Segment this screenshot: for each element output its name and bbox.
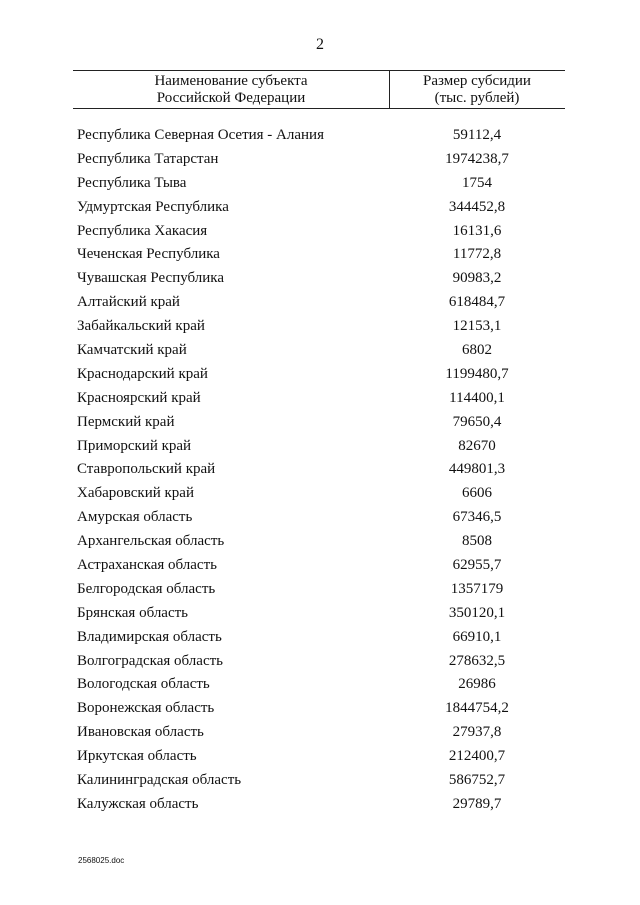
table-row bbox=[77, 315, 565, 339]
table-row bbox=[77, 769, 565, 793]
table-row bbox=[77, 650, 565, 674]
region-name: Амурская область bbox=[77, 509, 193, 526]
subsidy-value: 114400,1 bbox=[449, 389, 505, 406]
subsidy-value: 26986 bbox=[458, 676, 496, 693]
page-number: 2 bbox=[316, 36, 324, 53]
region-name: Чеченская Республика bbox=[77, 246, 220, 263]
subsidy-value: 16131,6 bbox=[452, 222, 502, 239]
subsidy-value: 90983,2 bbox=[452, 270, 502, 287]
table-row bbox=[77, 387, 565, 411]
subsidy-table-body bbox=[77, 124, 565, 817]
table-row bbox=[77, 602, 565, 626]
region-name: Красноярский край bbox=[77, 389, 201, 406]
table-row bbox=[77, 220, 565, 244]
region-name: Республика Хакасия bbox=[77, 222, 208, 239]
region-name: Ставропольский край bbox=[77, 461, 216, 478]
subsidy-value: 8508 bbox=[462, 533, 492, 550]
region-name: Краснодарский край bbox=[77, 365, 208, 382]
subsidy-value: 82670 bbox=[458, 437, 496, 454]
subsidy-value: 29789,7 bbox=[452, 795, 502, 812]
table-row bbox=[77, 458, 565, 482]
subsidy-value: 350120,1 bbox=[448, 604, 506, 621]
region-name: Астраханская область bbox=[77, 557, 217, 574]
subsidy-value: 11772,8 bbox=[452, 246, 502, 263]
subsidy-value: 27937,8 bbox=[452, 724, 502, 741]
table-row bbox=[77, 673, 565, 697]
region-name: Республика Татарстан bbox=[77, 150, 219, 167]
region-name: Белгородская область bbox=[77, 580, 216, 597]
subsidy-value: 1199480,7 bbox=[445, 365, 509, 382]
region-name: Воронежская область bbox=[77, 700, 215, 717]
table-row bbox=[77, 697, 565, 721]
subsidy-value: 66910,1 bbox=[452, 628, 502, 645]
table-top-rule bbox=[73, 70, 565, 71]
region-name: Калужская область bbox=[77, 795, 199, 812]
table-row bbox=[77, 482, 565, 506]
subsidy-value: 449801,3 bbox=[448, 461, 506, 478]
table-row bbox=[77, 530, 565, 554]
subsidy-value: 1844754,2 bbox=[445, 700, 509, 717]
subsidy-value: 212400,7 bbox=[448, 748, 506, 765]
document-filename: 2568025.doc bbox=[78, 856, 125, 865]
region-name: Алтайский край bbox=[77, 294, 180, 311]
table-row bbox=[77, 243, 565, 267]
region-name: Калининградская область bbox=[77, 772, 242, 789]
region-name: Чувашская Республика bbox=[77, 270, 225, 287]
region-name: Приморский край bbox=[77, 437, 192, 454]
header-subsidy-size-line1: Размер субсидии bbox=[423, 73, 531, 89]
region-name: Республика Северная Осетия - Алания bbox=[77, 127, 324, 143]
region-name: Забайкальский край bbox=[77, 318, 205, 335]
table-row bbox=[77, 793, 565, 817]
table-row bbox=[77, 363, 565, 387]
region-name: Камчатский край bbox=[77, 342, 187, 359]
subsidy-value: 6802 bbox=[462, 342, 492, 359]
region-name: Республика Тыва bbox=[77, 174, 187, 191]
subsidy-value: 79650,4 bbox=[452, 413, 502, 430]
table-row bbox=[77, 411, 565, 435]
header-subsidy-size bbox=[389, 73, 565, 107]
subsidy-value: 344452,8 bbox=[448, 198, 506, 215]
region-name: Ивановская область bbox=[77, 724, 204, 741]
table-row bbox=[77, 721, 565, 745]
table-row bbox=[77, 578, 565, 602]
subsidy-value: 618484,7 bbox=[448, 294, 506, 311]
subsidy-value: 6606 bbox=[462, 485, 492, 502]
table-row bbox=[77, 124, 565, 148]
region-name: Иркутская область bbox=[77, 748, 197, 765]
subsidy-value: 586752,7 bbox=[448, 772, 506, 789]
region-name: Владимирская область bbox=[77, 628, 222, 645]
table-row bbox=[77, 172, 565, 196]
region-name: Волгоградская область bbox=[77, 652, 223, 669]
table-row bbox=[77, 506, 565, 530]
table-row bbox=[77, 267, 565, 291]
header-subsidy-size-line2: (тыс. рублей) bbox=[434, 90, 520, 106]
subsidy-value: 62955,7 bbox=[452, 557, 502, 574]
region-name: Архангельская область bbox=[77, 533, 225, 550]
table-row bbox=[77, 554, 565, 578]
header-region-name-line2: Российской Федерации bbox=[156, 90, 306, 106]
subsidy-value: 12153,1 bbox=[452, 318, 502, 335]
table-row bbox=[77, 291, 565, 315]
table-header-bottom-rule bbox=[73, 108, 565, 109]
region-name: Пермский край bbox=[77, 413, 175, 430]
header-region-name bbox=[73, 73, 389, 107]
region-name: Вологодская область bbox=[77, 676, 210, 693]
subsidy-value: 59112,4 bbox=[452, 127, 502, 143]
table-row bbox=[77, 745, 565, 769]
table-row bbox=[77, 148, 565, 172]
subsidy-value: 1754 bbox=[462, 174, 492, 191]
table-row bbox=[77, 626, 565, 650]
table-row bbox=[77, 339, 565, 363]
header-region-name-line1: Наименование субъекта bbox=[154, 73, 308, 89]
region-name: Удмуртская Республика bbox=[77, 198, 229, 215]
region-name: Брянская область bbox=[77, 604, 189, 621]
subsidy-value: 1974238,7 bbox=[445, 150, 509, 167]
table-row bbox=[77, 196, 565, 220]
region-name: Хабаровский край bbox=[77, 485, 194, 502]
subsidy-value: 278632,5 bbox=[448, 652, 506, 669]
subsidy-value: 67346,5 bbox=[452, 509, 502, 526]
subsidy-value: 1357179 bbox=[450, 580, 504, 597]
table-row bbox=[77, 435, 565, 459]
